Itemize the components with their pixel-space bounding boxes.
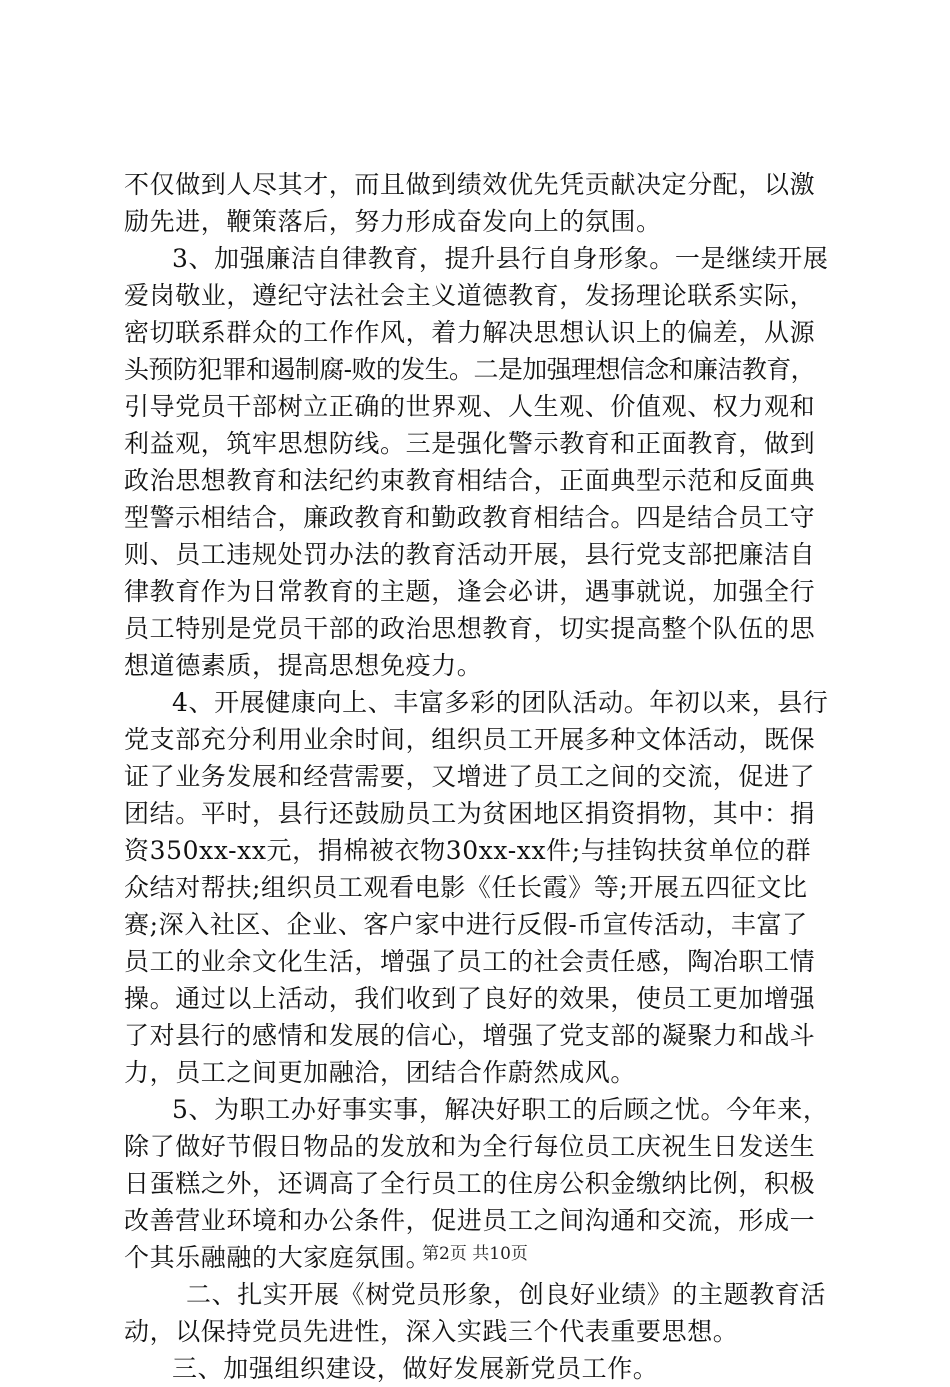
text-line: 引导党员干部树立正确的世界观、人生观、价值观、权力观和 [124,392,816,421]
text-line: 励先进，鞭策落后，努力形成奋发向上的氛围。 [124,207,662,236]
text-line: 不仅做到人尽其才，而且做到绩效优先凭贡献决定分配，以激 [124,170,816,199]
text-line: 想道德素质，提高思想免疫力。 [124,651,483,680]
section-3-heading: 三、加强组织建设，做好发展新党员工作。 [172,1354,659,1383]
paragraph-4-start: 4、开展健康向上、丰富多彩的团队活动。年初以来，县行 [172,688,829,717]
text-line: 资350xx-xx元，捐棉被衣物30xx-xx件;与挂钩扶贫单位的群 [124,836,812,865]
text-line: 动，以保持党员先进性，深入实践三个代表重要思想。 [124,1317,739,1346]
section-2-heading: 二、扎实开展《树党员形象，创良好业绩》的主题教育活 [186,1280,827,1309]
text-line: 党支部充分利用业余时间，组织员工开展多种文体活动，既保 [124,725,816,754]
text-line: 员工的业余文化生活，增强了员工的社会责任感，陶冶职工情 [124,947,816,976]
text-line: 爱岗敬业，遵纪守法社会主义道德教育，发扬理论联系实际， [124,281,816,310]
text-line: 除了做好节假日物品的发放和为全行每位员工庆祝生日发送生 [124,1132,816,1161]
text-line: 力，员工之间更加融洽，团结合作蔚然成风。 [124,1058,637,1087]
page-number-footer: 第2页 共10页 [422,1244,528,1264]
text-line: 了对县行的感情和发展的信心，增强了党支部的凝聚力和战斗 [124,1021,816,1050]
text-line: 个其乐融融的大家庭氛围。 [124,1243,432,1272]
paragraph-5-start: 5、为职工办好事实事，解决好职工的后顾之忧。今年来， [172,1095,829,1124]
paragraph-3-start: 3、加强廉洁自律教育，提升县行自身形象。一是继续开展 [172,244,829,273]
text-line: 操。通过以上活动，我们收到了良好的效果，使员工更加增强 [124,984,816,1013]
text-line: 则、员工违规处罚办法的教育活动开展，县行党支部把廉洁自 [124,540,816,569]
text-line: 利益观，筑牢思想防线。三是强化警示教育和正面教育，做到 [124,429,816,458]
text-line: 众结对帮扶;组织员工观看电影《任长霞》等;开展五四征文比 [124,873,808,902]
text-line: 头预防犯罪和遏制腐-败的发生。二是加强理想信念和廉洁教育， [124,355,816,384]
text-line: 密切联系群众的工作作风，着力解决思想认识上的偏差，从源 [124,318,816,347]
text-line: 律教育作为日常教育的主题，逢会必讲，遇事就说，加强全行 [124,577,816,606]
text-line: 型警示相结合，廉政教育和勤政教育相结合。四是结合员工守 [124,503,816,532]
text-line: 改善营业环境和办公条件，促进员工之间沟通和交流，形成一 [124,1206,816,1235]
text-line: 员工特别是党员干部的政治思想教育，切实提高整个队伍的思 [124,614,816,643]
document-body [124,166,836,1387]
text-line: 日蛋糕之外，还调高了全行员工的住房公积金缴纳比例，积极 [124,1169,816,1198]
text-line: 团结。平时，县行还鼓励员工为贫困地区捐资捐物，其中：捐 [124,799,816,828]
text-line: 政治思想教育和法纪约束教育相结合，正面典型示范和反面典 [124,466,816,495]
text-line: 赛;深入社区、企业、客户家中进行反假-币宣传活动，丰富了 [124,910,808,939]
text-line: 证了业务发展和经营需要，又增进了员工之间的交流，促进了 [124,762,816,791]
